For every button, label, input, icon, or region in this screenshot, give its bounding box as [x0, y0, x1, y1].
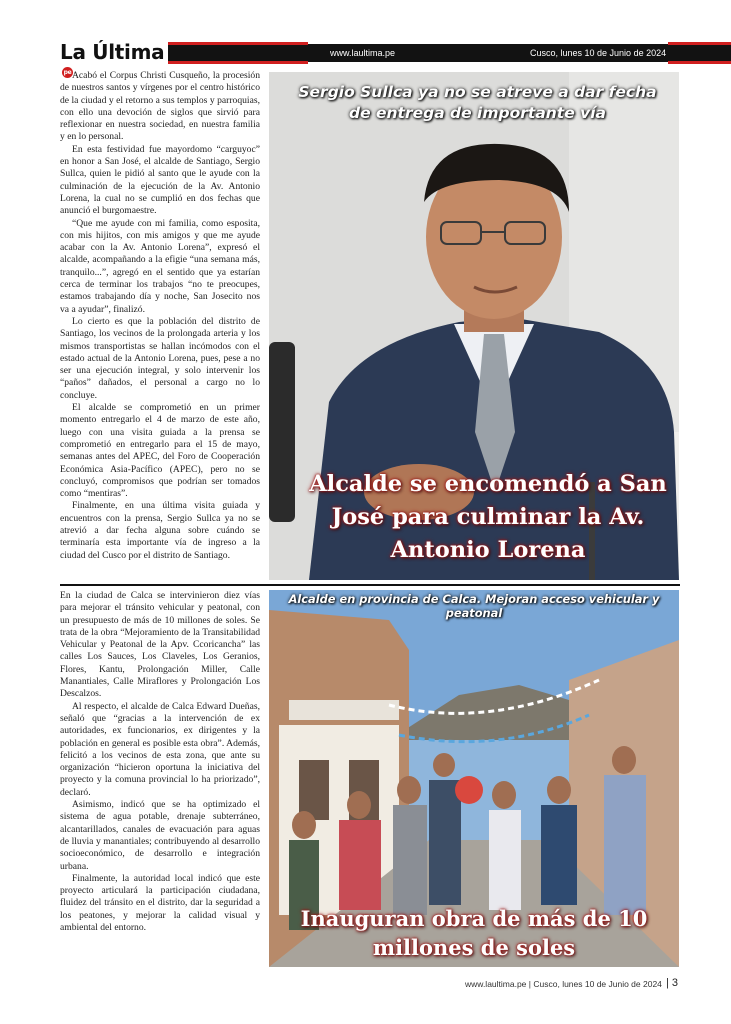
logo-text: La Última	[60, 40, 165, 64]
logo-badge: pe	[63, 69, 72, 76]
paragraph: “Que me ayude con mi familia, como esposita, con mis hijitos, con mis amigos y que me ayude acabar con la Av. Antonio Lorena”, expresó el alcalde, acompañando a la efigie “una semana más, tranquilo...”, agregó en el sentido que ya estarían cerca de terminar los trabajos “no te preocupes, estamos trabajando día y noche, San Josecito nos va a ayudar”, finalizó.	[60, 217, 260, 315]
paragraph: Acabó el Corpus Christi Cusqueño, la procesión de nuestros santos y vírgenes por el centro histórico de la ciudad y el retorno a sus templos y parroquias, con ello una devoción de siglos que sirvió para reflexionar en nuestra sociedad, en nuestra familia y en lo personal.	[60, 70, 260, 143]
footer-info	[465, 979, 662, 989]
paragraph: En la ciudad de Calca se intervinieron diez vías para mejorar el tránsito vehicular y peatonal, con un presupuesto de más de 10 millones de soles. Se trata de la obra “Mejoramiento de la Transitabilidad Vehicular y Peatonal de la Apv. Ccoricancha” las calles Los Sauces, Los Claveles, Los Geranios, Flores, Kantu, Prolongación Miller, Calle Manantiales, Calle Miraflores y Prolongación Los Descalzos.	[60, 590, 260, 700]
story2-kicker: Alcalde en provincia de Calca. Mejoran acceso vehicular y peatonal	[288, 592, 660, 620]
paragraph: En esta festividad fue mayordomo “carguyoc” en honor a San José, el alcalde de Santiago, Sergio Sullca, quien le pidió al santo que le ayude con la culminación de la ejecución de la Av. Antonio Lorena, la cual no se cumplió en dos fechas que anunció el burgomaestre.	[60, 143, 260, 217]
paragraph: Finalmente, la autoridad local indicó que este proyecto articulará la participación ciudadana, fluidez del tránsito en el distrito, dar la seguridad a los peatones, y mejorar la calidad visual y ambiental del entorno.	[60, 872, 260, 934]
story2-body	[60, 590, 260, 975]
paragraph: El alcalde se comprometió en un primer momento entregarlo el 4 de marzo de este año, luego con una visita guiada a la prensa se comprometió en entregarlo para el 15 de mayo, semanas antes del APEC, del Foro de Cooperación Económica Asia-Pacífico (APEC), pero no se concluyó, compromisos que podrían ser tomados como “mentiras”.	[60, 402, 260, 500]
masthead-logo[interactable]	[60, 40, 175, 76]
paragraph: Finalmente, en una última visita guiada y encuentros con la prensa, Sergio Sullca ya no se atrevió a dar fecha alguna sobre cuándo se terminaría esta importante vía de ingreso a la ciudad del Cusco por el distrito de Santiago.	[60, 500, 260, 561]
header-red-stripe	[168, 42, 308, 45]
header-red-stripe	[668, 61, 731, 64]
story2-headline: Inauguran obra de más de 10 millones de soles	[300, 906, 648, 960]
story1-headline: Alcalde se encomendó a San José para culminar la Av. Antonio Lorena	[309, 471, 667, 563]
footer-site-link[interactable]: www.laultima.pe	[465, 979, 527, 989]
footer-date: Cusco, lunes 10 de Junio de 2024	[533, 979, 662, 989]
story1-body	[60, 70, 260, 570]
header-date: Cusco, lunes 10 de Junio de 2024	[530, 48, 667, 58]
header-red-stripe	[168, 61, 308, 64]
paragraph: Asimismo, indicó que se ha optimizado el sistema de agua potable, drenaje subterráneo, alcantarillados, canales de evacuación para aguas de lluvia y manantiales; contribuyendo al desarrollo socioeconómico, de desarrollo e integración urbana.	[60, 799, 260, 872]
header-red-stripe	[668, 42, 731, 45]
header-site-link[interactable]: www.laultima.pe	[330, 48, 396, 58]
section-divider	[60, 584, 680, 586]
paragraph: Al respecto, el alcalde de Calca Edward Dueñas, señaló que “gracias a la intervención de ex autoridades, ex funcionarios, ex dirigentes y la población en general es posible esta obra”. Además, felicitó a los vecinos de esta zona, que ante su organización “hicieron oportuna la iniciativa del proyecto y la comuna provincial lo ha priorizado”, declaró.	[60, 700, 260, 798]
page-number-value: 3	[671, 977, 679, 989]
page-number: | 3	[666, 977, 679, 989]
paragraph: Lo cierto es que la población del distrito de Santiago, los vecinos de la prolongada arteria y los mismos transportistas se hallan incómodos con el estado actual de la Antonio Lorena, pues, pese a no ser una ejecución integral, y solo intervenir los “paños” dañados, el personal a cargo no lo concluye.	[60, 315, 260, 401]
footer-separator: |	[528, 979, 534, 989]
story1-kicker: Sergio Sullca ya no se atreve a dar fecha de entrega de importante vía	[298, 83, 657, 122]
